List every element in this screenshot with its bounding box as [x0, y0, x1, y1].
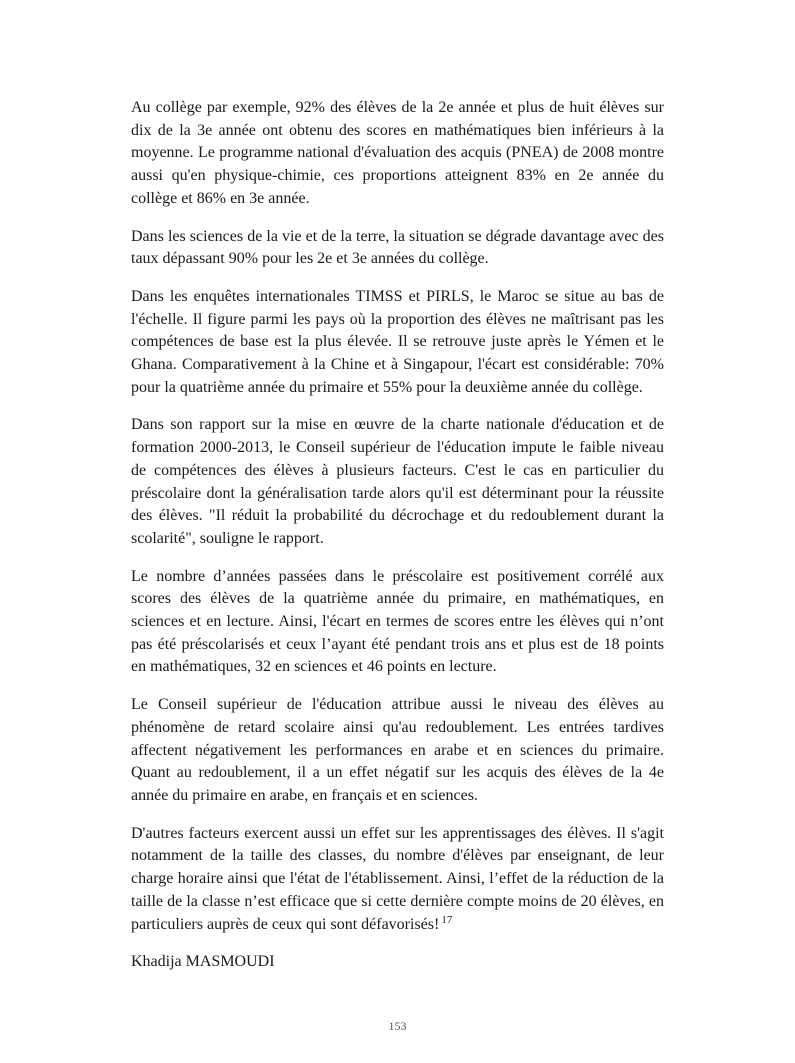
page-number: 153 — [388, 1019, 407, 1033]
paragraph-college-scores: Au collège par exemple, 92% des élèves de la 2e année et plus de huit élèves sur dix de la 3e année ont obtenu des scores en mathématiques bien inférieurs à la moyenne. Le programme national d'évaluation des acquis (PNEA) de 2008 montre aussi qu'en physique-chimie, ces proportions atteignent 83% en 2e année du collège et 86% en 3e année. — [131, 99, 664, 207]
page-body — [131, 97, 664, 973]
paragraph-autres-facteurs-text: D'autres facteurs exercent aussi un effet sur les apprentissages des élèves. Il s'agit notamment de la taille des classes, du nombre d'élèves par enseignant, de leur charge horaire ainsi que l'état de l'établissement. Ainsi, l’effet de la réduction de la taille de la classe n’est efficace que si cette dernière compte moins de 20 élèves, en particuliers auprès de ceux qui sont défavorisés! — [131, 824, 664, 933]
paragraph-svt-situation: Dans les sciences de la vie et de la terre, la situation se dégrade davantage avec des taux dépassant 90% pour les 2e et 3e années du collège. — [131, 227, 664, 268]
paragraph-retard-scolaire: Le Conseil supérieur de l'éducation attribue aussi le niveau des élèves au phénomène de retard scolaire ainsi qu'au redoublement. Les entrées tardives affectent négativement les performances en arabe et en sciences du primaire. Quant au redoublement, il a un effet négatif sur les acquis des élèves de la 4e année du primaire en arabe, en français et en sciences. — [131, 696, 664, 804]
paragraph-conseil-rapport: Dans son rapport sur la mise en œuvre de la charte nationale d'éducation et de formation 2000-2013, le Conseil supérieur de l'éducation impute le faible niveau de compétences des élèves à plusieurs facteurs. C'est le cas en particulier du préscolaire dont la généralisation tarde alors qu'il est déterminant pour la réussite des élèves. "Il réduit la probabilité du décrochage et du redoublement durant la scolarité", souligne le rapport. — [131, 416, 664, 547]
paragraph-timss-pirls: Dans les enquêtes internationales TIMSS et PIRLS, le Maroc se situe au bas de l'échelle. Il figure parmi les pays où la proportion des élèves ne maîtrisant pas les compétences de base est la plus élevée. Il se retrouve juste après le Yémen et le Ghana. Comparativement à la Chine et à Singapour, l'écart est considérable: 70% pour la quatrième année du primaire et 55% pour la deuxième année du collège. — [131, 287, 664, 396]
paragraph-autres-facteurs — [131, 823, 664, 937]
author-name: Khadija MASMOUDI — [131, 953, 275, 971]
paragraph-prescolaire: Le nombre d’années passées dans le préscolaire est positivement corrélé aux scores des élèves de la quatrième année du primaire, en mathématiques, en sciences et en lecture. Ainsi, l'écart en termes de scores entre les élèves qui n’ont pas été préscolarisés et ceux l’ayant été pendant trois ans et plus est de 18 points en mathématiques, 32 en sciences et 46 points en lecture. — [131, 567, 664, 676]
footnote-reference[interactable]: 17 — [441, 913, 453, 926]
